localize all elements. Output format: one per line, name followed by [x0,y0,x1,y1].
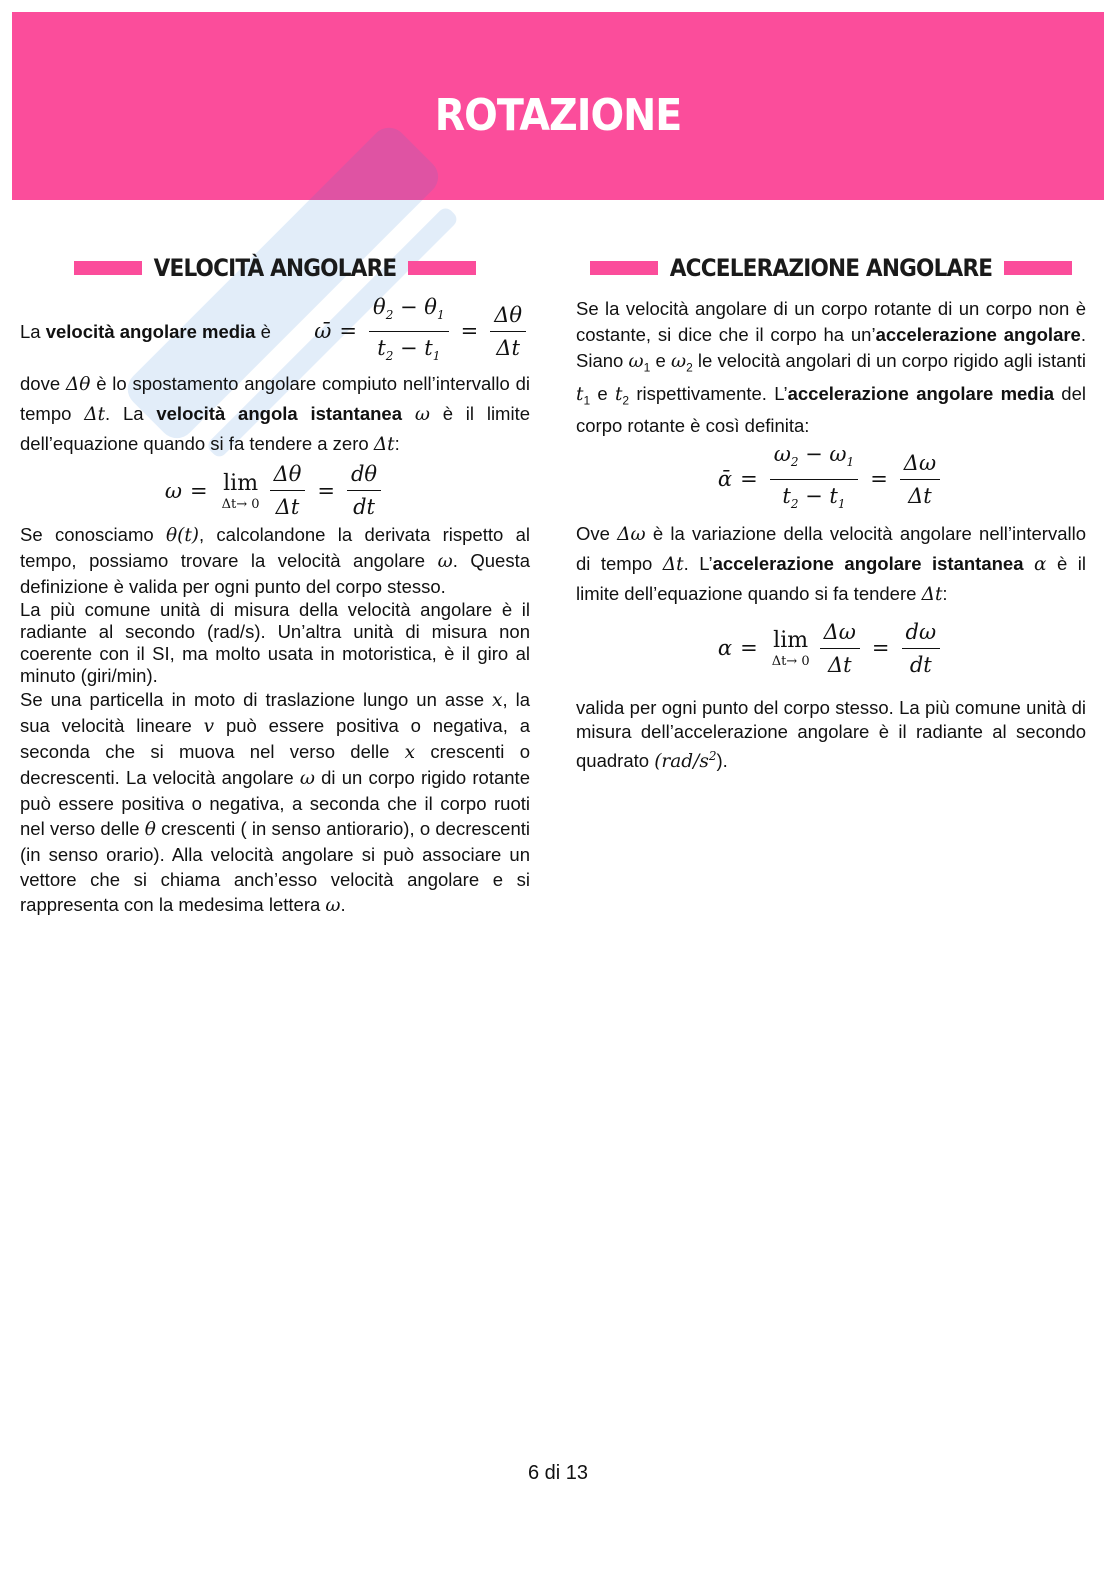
acceleration-heading: ACCELERAZIONE ANGOLARE [669,254,993,282]
text-run: Se la velocità angolare di un corpo rotante di un corpo non è costante, si dice che il corpo ha un’ [576,298,1086,345]
inst-acceleration-formula [576,619,1086,678]
symbol: 2 [622,393,630,408]
text-run: Se una particella in moto di traslazione lungo un asse [20,689,492,711]
term-angular-acceleration: accelerazione angolare [875,324,1081,345]
symbol: t [829,483,838,508]
symbol: Δt [908,483,932,508]
symbol: Δt [662,553,684,575]
text-run: . [340,894,346,916]
text-run: dove [20,373,66,395]
symbol: Δθ [270,461,306,491]
symbol: = [339,319,358,344]
avg-acceleration-formula [576,441,1086,516]
symbol: 2 [686,360,693,375]
symbol: ω [325,895,341,917]
term-inst-angular-velocity: velocità angola istantanea [156,403,402,425]
symbol: θ [373,295,386,319]
fraction [820,619,860,678]
symbol: = [460,319,479,344]
heading-bar-left [590,261,658,275]
velocity-heading: VELOCITÀ ANGOLARE [153,254,397,282]
symbol: Δt [275,495,300,520]
symbol: t [576,383,584,405]
fraction [369,294,449,369]
inst-velocity-formula [20,461,530,520]
symbol: x [404,742,416,764]
symbol: Δt [921,583,943,605]
symbol: = [190,478,208,503]
text-run: valida per ogni punto del corpo stesso. La più comune unità di misura dell’accelerazione angolare è il radiante al secondo quadrato [576,696,1086,771]
term-avg-angular-velocity: velocità angolare media [45,321,256,343]
symbol: ᾱ [717,467,733,492]
text-run: e [650,350,671,371]
symbol: θ(t) [165,525,199,547]
left-column [20,250,530,918]
text-run: le velocità angolari di un corpo rigido agli istanti [692,350,1086,371]
symbol: x [492,690,503,712]
symbol: : [394,433,400,455]
text-run: . Questa definizione è valida per ogni punto del corpo stesso. [20,550,530,598]
symbol: 1 [846,455,855,470]
symbol: ω [414,404,430,426]
text-run: , la sua velocità lineare [20,689,530,737]
avg-acceleration-paragraph [576,296,1086,439]
symbol: 2 [708,748,717,763]
heading-bar-left [74,261,142,275]
text-run: , calcolandone la derivata rispetto al tempo, possiamo trovare la velocità angolare [20,524,530,572]
symbol: 2 [385,349,394,364]
sign-paragraph [20,687,530,918]
fraction [900,450,940,509]
symbol: v [203,716,215,738]
symbol: 2 [790,496,799,511]
symbol: = [740,467,758,492]
heading-bar-right [408,261,476,275]
symbol: dt [909,652,932,677]
symbol: Δt [827,652,852,677]
text-run: può essere positiva o negativa, a seconda che si muova nel verso delle [20,715,531,763]
text-run: Ove [576,522,618,544]
term-inst-angular-acceleration: accelerazione angolare istantanea [712,552,1024,574]
symbol: t [614,383,623,405]
symbol: ω [628,351,644,372]
symbol: dω [902,619,941,649]
symbol: ω [299,768,315,790]
symbol: − [393,336,425,361]
text-run: La [20,321,46,343]
symbol: 2 [790,455,799,470]
symbol: Δθ [65,374,91,396]
text-run: è lo spostamento angolare compiuto nell’intervallo di tempo [20,373,530,425]
text-run: rispettivamente. L’ [629,382,788,404]
symbol: ω [164,478,183,503]
text-run: . L’ [683,552,713,574]
symbol: Δt→ 0 [221,496,260,512]
symbol: θ [144,819,156,841]
symbol: lim [773,628,809,654]
symbol: 1 [643,360,651,375]
symbol: Δω [820,619,860,649]
symbol: θ [424,295,437,319]
text-run: . La [105,403,157,425]
section-heading-velocity [20,250,530,286]
symbol: − [798,483,830,508]
symbol: 1 [583,393,591,408]
title-banner [12,12,1104,200]
symbol: ω [773,442,791,467]
fraction [902,619,941,678]
symbol: ω [829,442,847,467]
symbol: Δω [900,450,940,480]
fraction [490,302,526,361]
acceleration-units-paragraph [576,696,1086,774]
avg-velocity-paragraph [20,294,530,369]
right-column [576,250,1086,774]
fraction [270,461,306,520]
text-run: di un corpo rigido rotante può essere positiva o negativa, a seconda che il corpo ruoti nel verso delle [20,767,530,840]
symbol: 1 [432,349,441,364]
symbol: ω̄ [314,319,332,344]
symbol: 1 [436,308,445,323]
limit [772,627,810,669]
symbol: Δθ [490,302,526,332]
symbol: (rad/s [654,750,709,772]
heading-bar-right [1004,261,1072,275]
text-run: e [590,382,615,404]
page-number: 6 di 13 [527,1462,589,1484]
fraction [770,441,858,516]
text-run: Se conosciamo [20,524,166,546]
symbol: ω [670,351,687,372]
inst-velocity-paragraph [20,369,530,459]
avg-velocity-formula [314,294,530,369]
symbol: dθ [347,461,381,491]
text-run: è il limite dell’equazione quando si fa tendere [576,552,1086,604]
symbol: Δt→ 0 [771,654,810,670]
symbol: Δt [496,336,520,361]
text-run: . Siano [576,324,1086,371]
symbol: ω [437,551,453,573]
symbol: = [317,478,335,503]
symbol: t [424,336,433,361]
term-avg-angular-acceleration: accelerazione angolare media [787,382,1055,404]
symbol: − [393,295,425,319]
page-title: ROTAZIONE [434,90,682,141]
fraction [347,461,381,520]
section-heading-acceleration [576,250,1086,286]
units-paragraph: La più comune unità di misura della velocità angolare è il radiante al secondo (rad/s). Un’altra unità di misura non coerente con il SI, ma molto usata in motoristica, è il giro al minuto (giri/min). [20,599,530,687]
symbol: lim [223,470,259,496]
text-run: è [255,321,271,343]
text-run: è la variazione della velocità angolare nell’intervallo di tempo [576,522,1086,574]
symbol: = [870,467,888,492]
symbol: α [717,636,733,661]
symbol: = [871,636,890,661]
symbol: − [798,442,830,467]
symbol: Δt [373,434,395,456]
text-run: crescenti o decrescenti. La velocità angolare [20,741,530,789]
symbol: Δt [84,404,106,426]
symbol: t [782,483,791,508]
symbol: ). [716,749,728,771]
symbol: dt [353,495,375,520]
inst-acceleration-paragraph [576,519,1086,609]
symbol: = [740,636,758,661]
text-run: è il limite dell’equazione quando si fa tendere a zero [20,403,530,455]
symbol: t [377,336,386,361]
symbol: : [942,582,948,604]
text-run: crescenti ( in senso antiorario), o decrescenti (in senso orario). Alla velocità angolare si può associare un vettore che si chiama anch’esso velocità angolare e si rappresenta con la medesima lettera [20,818,530,916]
limit [222,470,260,512]
symbol: 2 [385,308,394,323]
derivative-paragraph [20,522,530,599]
text-run: del corpo rotante è così definita: [576,382,1086,437]
symbol: Δω [617,523,646,545]
symbol: α [1034,553,1047,575]
symbol: 1 [837,496,846,511]
